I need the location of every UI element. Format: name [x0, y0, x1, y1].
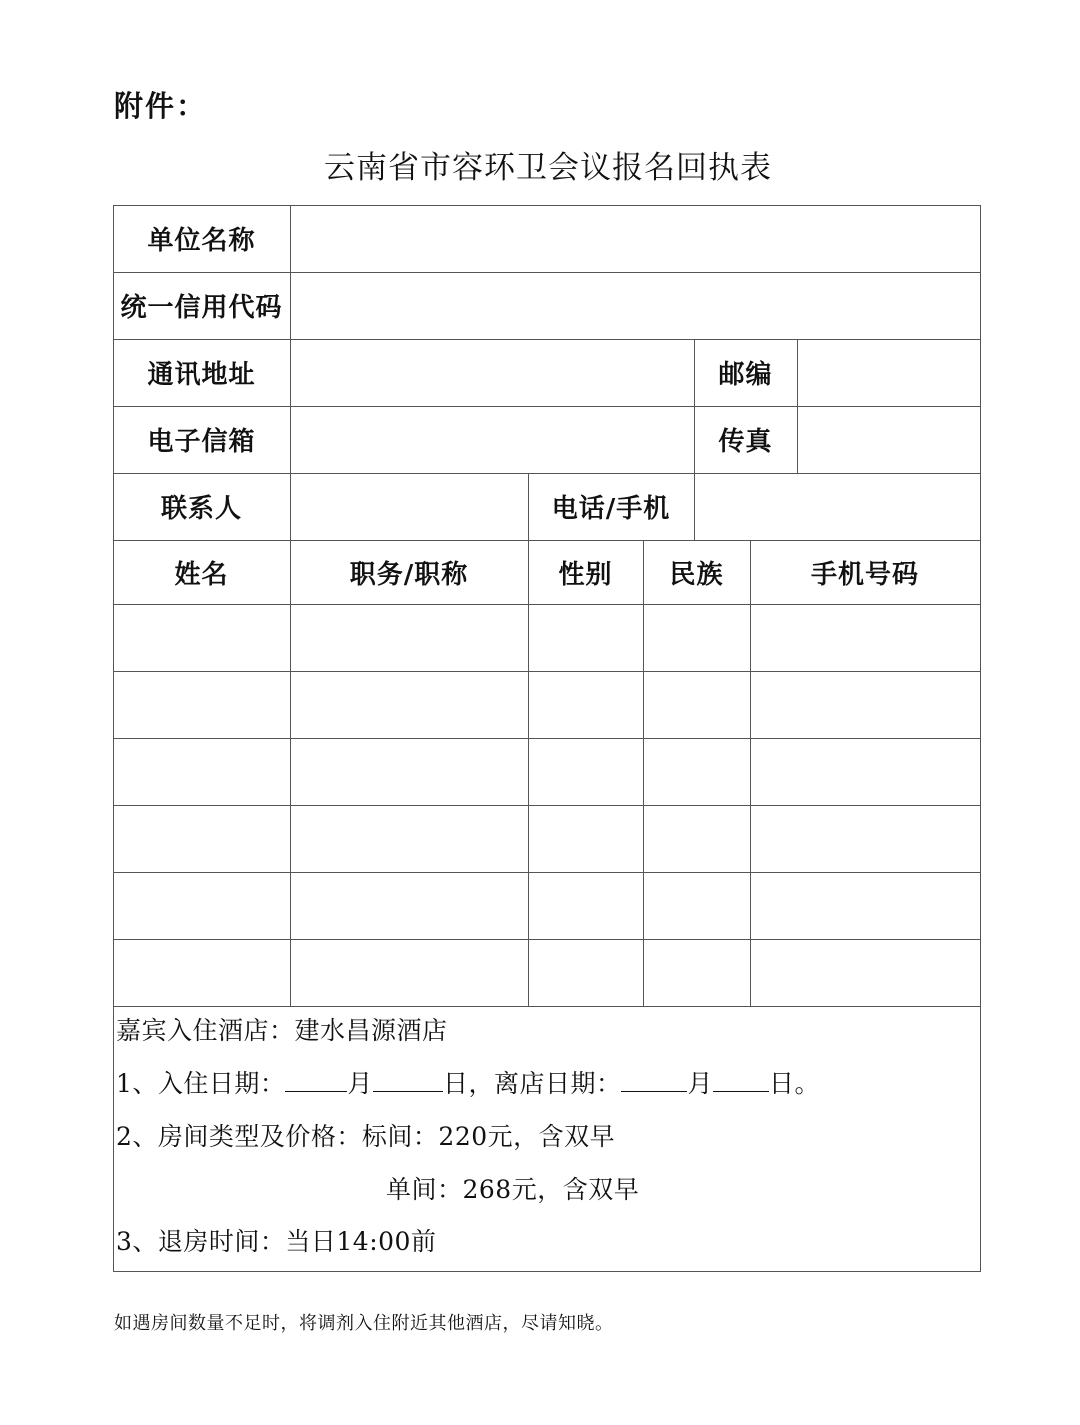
- checkout-day-blank[interactable]: [713, 1069, 769, 1092]
- attendee-row[interactable]: [113, 939, 980, 1006]
- address-label: 通讯地址: [147, 360, 256, 390]
- attendee-row[interactable]: [113, 671, 980, 738]
- table-line: [113, 1006, 981, 1007]
- column-header-title: 职务/职称: [349, 559, 469, 590]
- credit-code-field[interactable]: [290, 272, 980, 339]
- phone-field[interactable]: [694, 473, 980, 540]
- postcode-field[interactable]: [797, 339, 980, 406]
- contact-label: 联系人: [160, 494, 242, 524]
- attendee-row[interactable]: [113, 604, 980, 671]
- column-header-gender: 性别: [558, 559, 613, 590]
- contact-field[interactable]: [290, 473, 528, 540]
- column-header-ethnicity: 民族: [669, 559, 724, 590]
- hotel-line: 嘉宾入住酒店：建水昌源酒店: [116, 1016, 448, 1045]
- checkout-day-label: 日。: [768, 1069, 820, 1098]
- fax-label: 传真: [718, 427, 773, 457]
- email-field[interactable]: [290, 406, 694, 473]
- room-price-line: 2、房间类型及价格：标间：220元，含双早: [116, 1122, 616, 1151]
- address-field[interactable]: [290, 339, 694, 406]
- table-line: [980, 205, 981, 1272]
- unit-name-field[interactable]: [290, 205, 980, 272]
- checkin-day-blank[interactable]: [373, 1069, 443, 1092]
- fax-field[interactable]: [797, 406, 980, 473]
- checkin-month-label: 月: [347, 1069, 373, 1098]
- unit-name-label: 单位名称: [147, 226, 256, 256]
- column-header-name: 姓名: [174, 559, 229, 590]
- checkout-prefix: 日，离店日期：: [442, 1069, 622, 1098]
- attendee-row[interactable]: [113, 872, 980, 939]
- postcode-label: 邮编: [718, 360, 773, 390]
- attendee-row[interactable]: [113, 805, 980, 872]
- credit-code-label: 统一信用代码: [120, 293, 283, 323]
- attendee-row[interactable]: [113, 738, 980, 805]
- attachment-label: 附件：: [114, 89, 208, 123]
- checkout-month-label: 月: [687, 1069, 713, 1098]
- checkin-month-blank[interactable]: [285, 1069, 347, 1092]
- table-line: [113, 1271, 981, 1272]
- footnote: 如遇房间数量不足时，将调剂入住附近其他酒店，尽请知晓。: [114, 1313, 614, 1334]
- phone-label: 电话/手机: [551, 494, 671, 524]
- column-header-mobile: 手机号码: [810, 559, 919, 590]
- checkout-month-blank[interactable]: [621, 1069, 687, 1092]
- checkout-time-line: 3、退房时间：当日14:00前: [116, 1227, 437, 1256]
- page-title: 云南省市容环卫会议报名回执表: [324, 150, 772, 186]
- checkin-prefix: 1、入住日期：: [116, 1069, 286, 1098]
- single-room-line: 单间：268元，含双早: [386, 1175, 640, 1204]
- email-label: 电子信箱: [147, 427, 256, 457]
- stay-dates-line: [116, 1064, 820, 1100]
